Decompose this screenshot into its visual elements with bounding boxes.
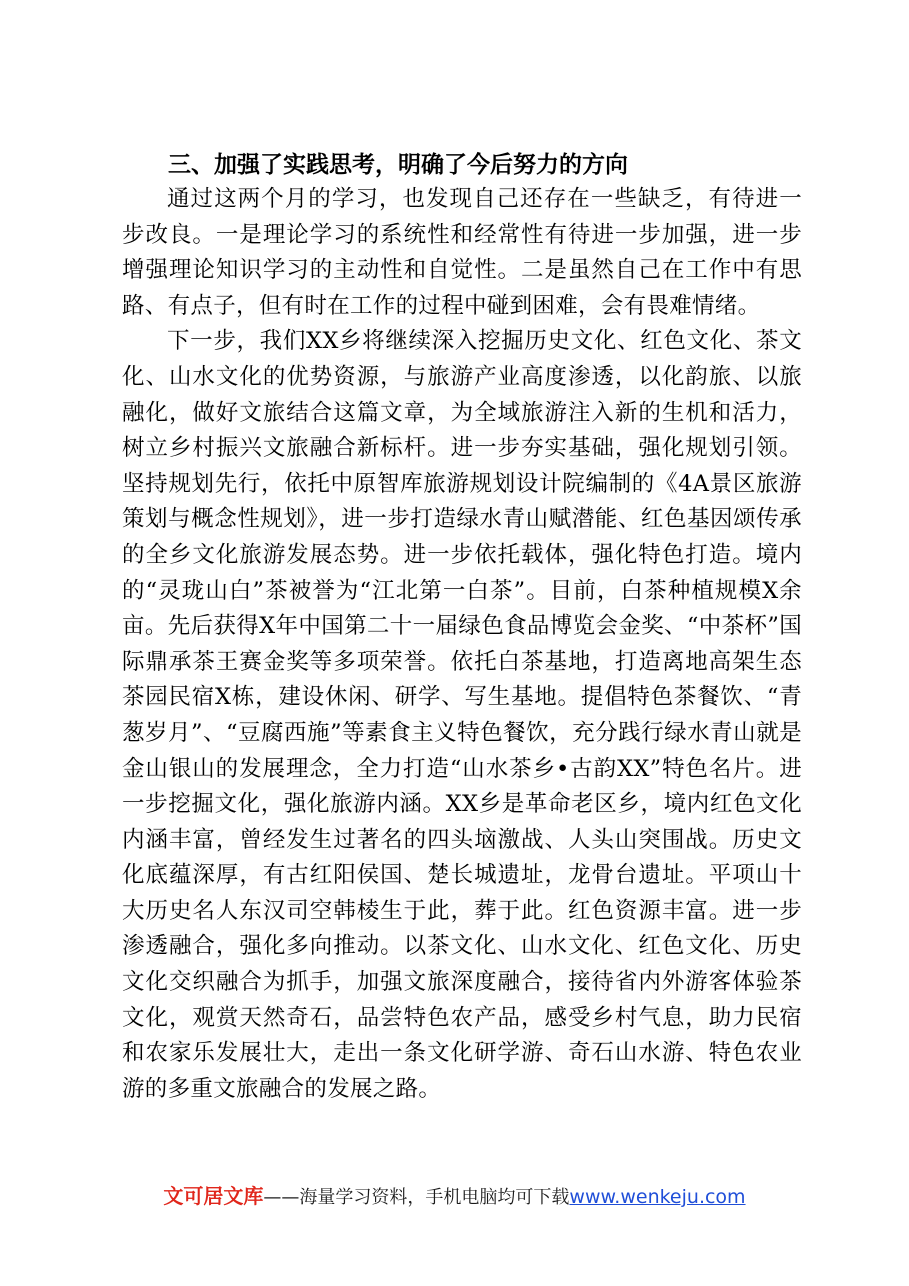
document-body bbox=[122, 150, 802, 1107]
paragraph-shortcomings: 通过这两个月的学习，也发现自己还存在一些缺乏，有待进一步改良。一是理论学习的系统性和经常性有待进一步加强，进一步增强理论知识学习的主动性和自觉性。二是虽然自己在工作中有思路、有点子，但有时在工作的过程中碰到困难，会有畏难情绪。 bbox=[122, 186, 802, 319]
section-heading: 三、加强了实践思考，明确了今后努力的方向 bbox=[168, 152, 628, 178]
footer-brand: 文可居文库 bbox=[163, 1184, 264, 1208]
footer-banner bbox=[0, 1183, 909, 1211]
footer-link[interactable]: www.wenkeju.com bbox=[569, 1186, 746, 1208]
footer-tagline: ——海量学习资料，手机电脑均可下载 bbox=[263, 1187, 570, 1208]
paragraph-next-steps: 下一步，我们XX乡将继续深入挖掘历史文化、红色文化、茶文化、山水文化的优势资源，与旅游产业高度渗透，以化韵旅、以旅融化，做好文旅结合这篇文章，为全域旅游注入新的生机和活力，树立乡村振兴文旅融合新标杆。进一步夯实基础，强化规划引领。坚持规划先行，依托中原智库旅游规划设计院编制的《4A景区旅游策划与概念性规划》，进一步打造绿水青山赋潜能、红色基因颂传承的全乡文化旅游发展态势。进一步依托载体，强化特色打造。境内的“灵珑山白”茶被誉为“江北第一白茶”。目前，白茶种植规模X余亩。先后获得X年中国第二十一届绿色食品博览会金奖、“中茶杯”国际鼎承茶王赛金奖等多项荣誉。依托白茶基地，打造离地高架生态茶园民宿X栋，建设休闲、研学、写生基地。提倡特色茶餐饮、“青葱岁月”、“豆腐西施”等素食主义特色餐饮，充分践行绿水青山就是金山银山的发展理念，全力打造“山水茶乡•古韵XX”特色名片。进一步挖掘文化，强化旅游内涵。XX乡是革命老区乡，境内红色文化内涵丰富，曾经发生过著名的四头垴激战、人头山突围战。历史文化底蕴深厚，有古红阳侯国、楚长城遗址，龙骨台遗址。平项山十大历史名人东汉司空韩棱生于此，葬于此。红色资源丰富。进一步渗透融合，强化多向推动。以茶文化、山水文化、红色文化、历史文化交织融合为抓手，加强文旅深度融合，接待省内外游客体验茶文化，观赏天然奇石，品尝特色农产品，感受乡村气息，助力民宿和农家乐发展壮大，走出一条文化研学游、奇石山水游、特色农业游的多重文旅融合的发展之路。 bbox=[122, 328, 802, 1102]
